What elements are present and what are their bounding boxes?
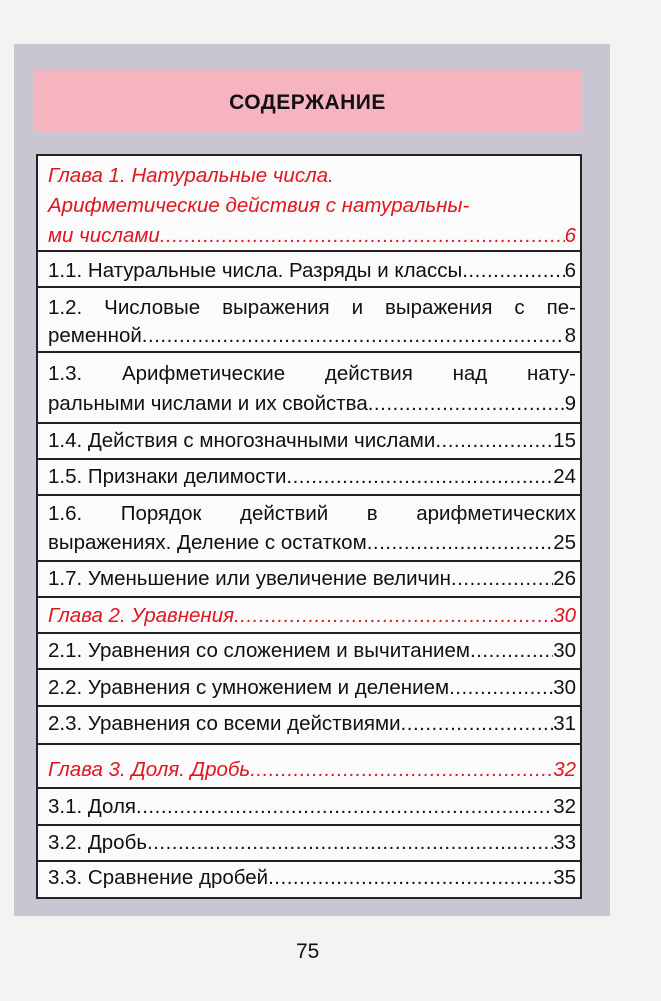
item-page: 26 (553, 567, 576, 590)
toc-item-2-2[interactable] (48, 675, 576, 701)
item-page: 24 (553, 465, 576, 488)
item-page: 33 (553, 831, 576, 854)
leader-dots (367, 530, 554, 556)
leader-dots (268, 865, 553, 891)
row-divider (38, 596, 580, 598)
leader-dots (142, 323, 565, 349)
row-divider (38, 286, 580, 288)
item-page: 32 (553, 795, 576, 818)
toc-item-3-1[interactable] (48, 794, 576, 820)
leader-dots (368, 391, 565, 417)
chapter-1-title-line-2[interactable]: Арифметические действия с натуральны- (48, 194, 470, 217)
row-divider (38, 824, 580, 826)
toc-item-2-1[interactable] (48, 638, 576, 664)
chapter-1-title-text: ми числами (48, 224, 160, 247)
leader-dots (250, 757, 553, 783)
leader-dots (470, 638, 553, 664)
toc-item-1-7[interactable] (48, 566, 576, 592)
leader-dots (286, 464, 553, 490)
item-page: 25 (553, 531, 576, 554)
item-text: ременной (48, 324, 142, 347)
item-page: 30 (553, 676, 576, 699)
row-divider (38, 705, 580, 707)
item-page: 15 (553, 429, 576, 452)
item-page: 31 (553, 712, 576, 735)
toc-item-1-5[interactable] (48, 464, 576, 490)
item-text: 1.4. Действия с многозначными числами (48, 429, 436, 452)
toc-item-1-3-line-1[interactable]: 1.3. Арифметические действия над нату- (48, 362, 576, 385)
chapter-1-title-line-3[interactable] (48, 223, 576, 249)
leader-dots (435, 428, 553, 454)
leader-dots (147, 830, 553, 856)
chapter-2-title[interactable] (48, 603, 576, 629)
row-divider (38, 351, 580, 353)
chapter-1-page: 6 (564, 224, 576, 247)
page-number: 75 (296, 940, 320, 963)
chapter-2-page: 30 (553, 604, 576, 627)
item-text: 3.1. Доля (48, 795, 137, 818)
item-page: 35 (553, 866, 576, 889)
toc-header (33, 70, 582, 132)
leader-dots (136, 794, 553, 820)
item-text: 2.1. Уравнения со сложением и вычитанием (48, 639, 470, 662)
item-text: 3.2. Дробь (48, 831, 147, 854)
item-page: 6 (564, 259, 576, 282)
row-divider (38, 560, 580, 562)
leader-dots (234, 603, 553, 629)
item-page: 9 (564, 392, 576, 415)
leader-dots (401, 711, 554, 737)
leader-dots (160, 223, 565, 249)
item-text: 2.2. Уравнения с умножением и делением (48, 676, 450, 699)
toc-item-1-1[interactable] (48, 258, 576, 284)
leader-dots (451, 566, 553, 592)
row-divider (38, 860, 580, 862)
item-text: 1.5. Признаки делимости (48, 465, 287, 488)
toc-item-1-3[interactable] (48, 391, 576, 417)
chapter-3-page: 32 (553, 758, 576, 781)
toc-item-1-6-line-1[interactable]: 1.6. Порядок действий в арифметических (48, 502, 576, 525)
chapter-2-title-text: Глава 2. Уравнения (48, 604, 235, 627)
item-text: 3.3. Сравнение дробей (48, 866, 269, 889)
row-divider (38, 422, 580, 424)
row-divider (38, 458, 580, 460)
toc-item-3-2[interactable] (48, 830, 576, 856)
chapter-3-title-text: Глава 3. Доля. Дробь (48, 758, 251, 781)
chapter-1-title-line-1[interactable]: Глава 1. Натуральные числа. (48, 164, 334, 187)
item-text: 2.3. Уравнения со всеми действиями (48, 712, 401, 735)
leader-dots (462, 258, 564, 284)
toc-item-1-2[interactable] (48, 323, 576, 349)
leader-dots (449, 675, 553, 701)
toc-item-3-3[interactable] (48, 865, 576, 891)
item-page: 8 (564, 324, 576, 347)
toc-table (36, 154, 582, 899)
toc-item-1-4[interactable] (48, 428, 576, 454)
row-divider (38, 632, 580, 634)
row-divider (38, 743, 580, 745)
toc-title: СОДЕРЖАНИЕ (229, 91, 386, 114)
toc-item-2-3[interactable] (48, 711, 576, 737)
item-page: 30 (553, 639, 576, 662)
row-divider (38, 787, 580, 789)
item-text: 1.1. Натуральные числа. Разряды и классы (48, 259, 463, 282)
item-text: выражениях. Деление с остатком (48, 531, 367, 554)
row-divider (38, 494, 580, 496)
toc-item-1-2-line-1[interactable]: 1.2. Числовые выражения и выражения с пе- (48, 296, 576, 319)
chapter-3-title[interactable] (48, 757, 576, 783)
row-divider (38, 668, 580, 670)
item-text: ральными числами и их свойства (48, 392, 368, 415)
toc-item-1-6[interactable] (48, 530, 576, 556)
item-text: 1.7. Уменьшение или увеличение величин (48, 567, 452, 590)
row-divider (38, 250, 580, 252)
